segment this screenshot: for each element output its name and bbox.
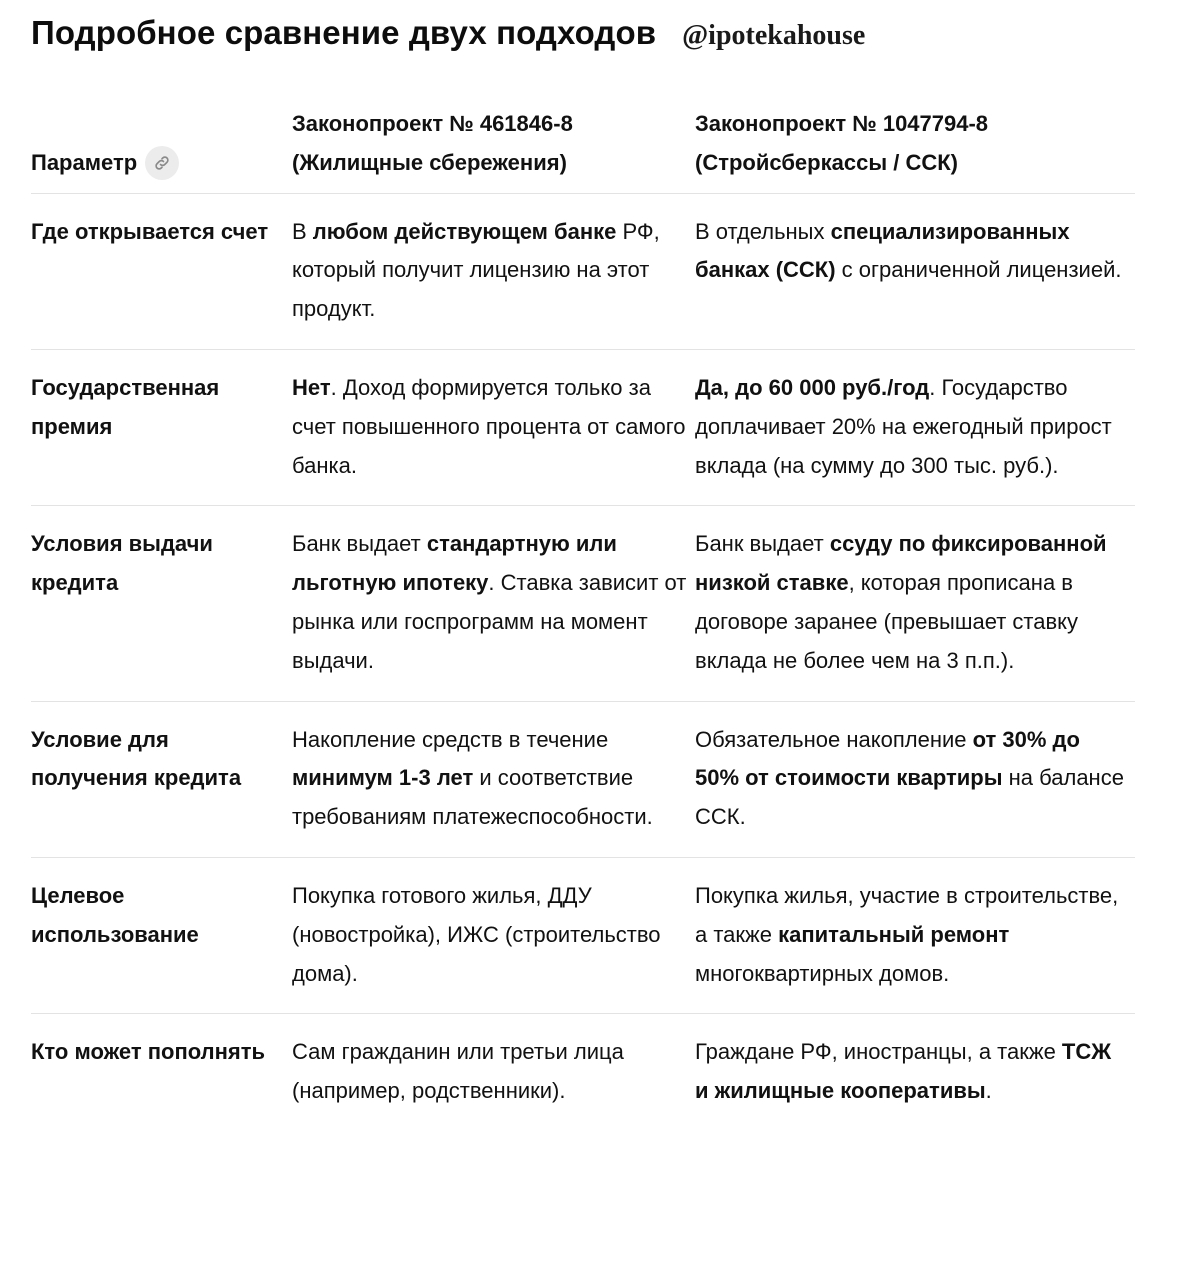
row-bill1-value [292,701,695,857]
text-segment: с ограниченной лицензией. [835,257,1122,283]
text-segment: . Доход формируется только за счет повышенного процента от самого банка. [292,374,686,478]
table-row [31,1014,1135,1131]
text-segment: РФ, который получит лицензию на этот продукт. [292,218,660,322]
table-header [31,96,1135,193]
text-segment: Банк выдает [695,531,830,557]
text-segment: В [292,218,313,244]
table-row [31,857,1135,1013]
header-bill-461846-8: Законопроект № 461846-8 (Жилищные сбережения) [292,96,695,193]
text-segment: В отдельных [695,218,831,244]
header-parameter [31,96,292,193]
page-title: Подробное сравнение двух подходов [31,14,657,51]
text-segment: . Государство доплачивает 20% на ежегодный прирост вклада (на сумму до 300 тыс. руб.). [695,374,1112,478]
bold-text-segment: Да, до 60 000 руб./год [695,374,930,400]
row-parameter: Условие для получения кредита [31,701,292,857]
table-row [31,701,1135,857]
table-row [31,193,1135,349]
bold-text-segment: ссуду по фиксированной низкой ставке [695,531,1107,596]
row-bill2-value [695,1014,1135,1131]
text-segment: и соответствие требованиям платежеспособности. [292,765,653,830]
text-segment: . Ставка зависит от рынка или госпрограмм на момент выдачи. [292,570,687,673]
table-body [31,193,1135,1131]
text-segment: Накопление средств в течение [292,726,609,752]
text-segment: многоквартирных домов. [695,960,950,986]
row-bill2-value [695,701,1135,857]
bold-text-segment: специализированных банках (ССК) [695,218,1070,283]
row-parameter: Условия выдачи кредита [31,506,292,701]
bold-text-segment: любом действующем банке [312,218,617,244]
row-bill2-value [695,857,1135,1013]
table-row [31,349,1135,505]
row-parameter: Кто может пополнять [31,1039,266,1065]
text-segment: Граждане РФ, иностранцы, а также [695,1039,1062,1065]
bold-text-segment: стандартную или льготную ипотеку [292,531,617,596]
text-segment: Банк выдает [292,531,427,557]
row-parameter: Целевое использование [31,857,292,1013]
text-segment: , которая прописана в договоре заранее (превышает ставку вклада не более чем на 3 п.п.). [695,570,1079,673]
row-parameter: Государственная премия [31,349,292,505]
text-segment: Покупка готового жилья, ДДУ (новостройка), ИЖС (строительство дома). [292,882,661,986]
title-row [31,14,865,52]
text-segment: . [985,1078,992,1104]
row-bill1-value [292,193,695,349]
bold-text-segment: Нет [292,374,331,400]
text-segment: Обязательное накопление [695,726,973,752]
row-bill2-value [695,506,1135,701]
row-bill2-value [695,193,1135,349]
row-bill1-value [292,857,695,1013]
header-row [31,96,1135,193]
row-bill1-value [292,349,695,505]
link-icon[interactable] [145,146,179,180]
text-segment: Покупка жилья, участие в строительстве, а также [695,882,1119,947]
text-segment: Сам гражданин или третьи лица (например, родственники). [292,1039,624,1104]
row-bill1-value [292,506,695,701]
bold-text-segment: от 30% до 50% от стоимости квартиры [695,726,1080,791]
header-bill-1047794-8: Законопроект № 1047794-8 (Стройсберкассы / ССК) [695,96,1135,193]
bold-text-segment: ТСЖ и жилищные кооперативы [695,1039,1112,1104]
watermark-handle: @ipotekahouse [682,20,866,51]
text-segment: на балансе ССК. [695,765,1124,830]
bold-text-segment: капитальный ремонт [778,921,1010,947]
bold-text-segment: минимум 1-3 лет [292,765,474,791]
row-parameter: Где открывается счет [31,193,292,349]
header-parameter-label: Параметр [31,149,138,175]
table-row [31,506,1135,701]
row-bill1-value [292,1014,695,1131]
row-bill2-value [695,349,1135,505]
comparison-table [31,96,1135,1131]
header-parameter-wrap [31,144,179,183]
